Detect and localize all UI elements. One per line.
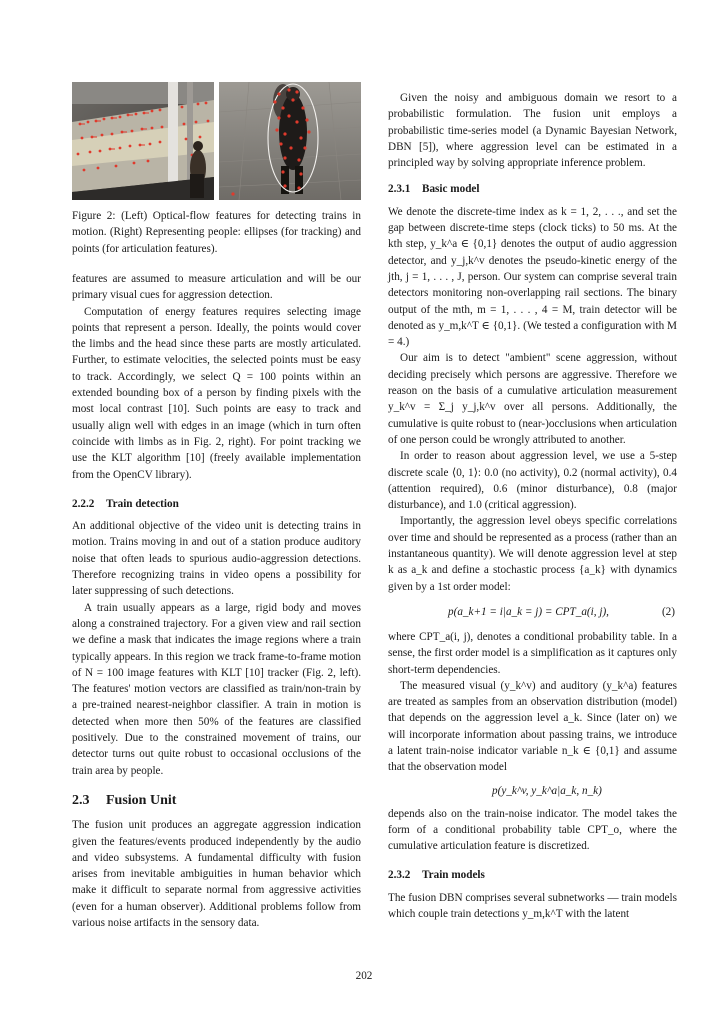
- equation-2-number: (2): [661, 605, 675, 618]
- paragraph: The fusion unit produces an aggregate aggression indication given the features/events produced independently by the audio and video subsystems. A fundamental difficulty with fusion arises from inevitable ambiguities in human behavior which make it difficult to separate normal from aggressive activities (even for a human observer). Additional problems follow from various noise artifacts in the sensory data.: [72, 819, 361, 929]
- paragraph: The fusion DBN comprises several subnetworks — train models which couple train detections y_m,k^T with the latent: [388, 891, 677, 921]
- left-column: [72, 271, 361, 931]
- figure-2-caption: Figure 2: (Left) Optical-flow features for detecting trains in motion. (Right) Representing people: ellipses (for tracking) and points (for articulation features).: [72, 210, 361, 255]
- figure-2-right-people-image: [219, 82, 361, 200]
- section-number: 2.3: [72, 792, 90, 808]
- paragraph: depends also on the train-noise indicator. The model takes the form of a conditional probability table CPT_o, where the cumulative articulation feature is discretized.: [388, 807, 677, 853]
- section-heading-2-3: [72, 793, 361, 809]
- subsection-title: Train detection: [106, 497, 179, 510]
- figure-2: [72, 82, 361, 200]
- paragraph: Given the noisy and ambiguous domain we resort to a probabilistic formulation. The fusion unit employs a probabilistic time-series model (a Dynamic Bayesian Network, DBN [5]), where aggression level can be estimated in a principled way by solving appropriate inference problem.: [388, 92, 677, 170]
- subsection-heading-2-3-2: [388, 867, 677, 883]
- right-column: [388, 90, 677, 922]
- equation-3-body: p(y_k^v, y_k^a|a_k, n_k): [492, 784, 602, 797]
- subsection-number: 2.3.1: [388, 183, 411, 196]
- subsection-number: 2.2.2: [72, 497, 95, 510]
- paragraph: Importantly, the aggression level obeys specific correlations over time and should be represented as a process (rather than an instantaneous quantity). We will denote aggression level at step k as a_k and define a stochastic process {a_k} with dynamics given by a 1st order model:: [388, 515, 677, 593]
- subsection-title: Basic model: [422, 183, 480, 196]
- equation-2-body: p(a_k+1 = i|a_k = j) = CPT_a(i, j),: [448, 605, 609, 618]
- paragraph: The measured visual (y_k^v) and auditory (y_k^a) features are treated as samples from an observation distribution (model) that depends on the aggression level a_k. Since (later on) we will incorporate information about passing trains, we introduce a latent train-noise indicator variable n_k ∈ {0,1} and assume that the observation model: [388, 679, 677, 774]
- figure-2-left-train-image: [72, 82, 214, 200]
- paragraph: A train usually appears as a large, rigid body and moves along a constrained trajectory. For a given view and rail section we define a mask that indicates the image regions where a train typically appears. In this region we track frame-to-frame motion of N = 100 image features with KLT [10] tracker (Fig. 2, left). The features' motion vectors are classified as train/non-train by a pre-trained nearest-neighbor classifier. A train in motion is detected when more then 50% of the features are classified positively. Due to the constrained movement of trains, our detector turns out quite robust to occasional occlusions of the train area by people.: [72, 601, 361, 777]
- paragraph: features are assumed to measure articulation and will be our primary visual cues for aggression detection.: [72, 273, 361, 302]
- equation-2: [388, 595, 677, 629]
- subsection-title: Train models: [422, 869, 485, 882]
- paragraph: In order to reason about aggression level, we use a 5-step discrete scale ⟨0, 1⟩: 0.0 (no activity), 0.2 (normal activity), 0.4 (attention required), 0.6 (minor disturbance), 0.8 (major disturbance), and 1.0 (critical aggression).: [388, 450, 677, 512]
- paragraph: An additional objective of the video unit is detecting trains in motion. Trains moving in and out of a station produce auditory noise that often leads to spurious audio-aggression detections. Therefore recognizing trains in video opens a possibility for later suppressing of such detections.: [72, 520, 361, 598]
- subsection-number: 2.3.2: [388, 869, 411, 882]
- equation-3: [388, 776, 677, 806]
- paragraph: Computation of energy features requires selecting image points that represent a person. Ideally, the points would cover the limbs and the head since these parts are mostly articulated. Further, to estimate velocities, the selected points must be easy to track. Accordingly, we select Q = 100 points within an extended bounding box of a person by finding pixels with the most local contrast [10]. Such points are easy to track and usually align well with edges in an image (which in turn often coincide with limbs as in Fig. 2, right). For point tracking we use the KLT algorithm [10] (freely available implementation from the OpenCV library).: [72, 305, 361, 481]
- paragraph: Our aim is to detect "ambient" scene aggression, without deciding precisely which persons are aggressive. Therefore we reason on the basis of a cumulative articulation measurement y_k^v = Σ_j y_j,k^v over all persons. Additionally, the cumulative is quite robust to (near-)occlusions when articulation of one person could be wrongly attributed to another.: [388, 352, 677, 446]
- page-number: 202: [355, 970, 373, 982]
- subsection-heading-2-2-2: [72, 496, 361, 512]
- section-title: Fusion Unit: [106, 792, 177, 808]
- paragraph: where CPT_a(i, j), denotes a conditional probability table. In a sense, the first order model is a simplification as it captures only short-term dependencies.: [388, 630, 677, 676]
- subsection-heading-2-3-1: [388, 181, 677, 197]
- paragraph: We denote the discrete-time index as k = 1, 2, . . ., and set the gap between discrete-time steps (clock ticks) to 50 ms. At the kth step, y_k^a ∈ {0,1} denotes the output of audio aggression detector, and y_j,k^v denotes the pseudo-kinetic energy of the jth, j = 1, . . . , J, person. Our system can comprise several train detectors monitoring non-overlapping rail sections. The binary output of the mth, m = 1, . . . , 4 = M, train detector will be denoted as y_m,k^T ∈ {0,1}. (We tested a configuration with M = 4.): [388, 205, 677, 349]
